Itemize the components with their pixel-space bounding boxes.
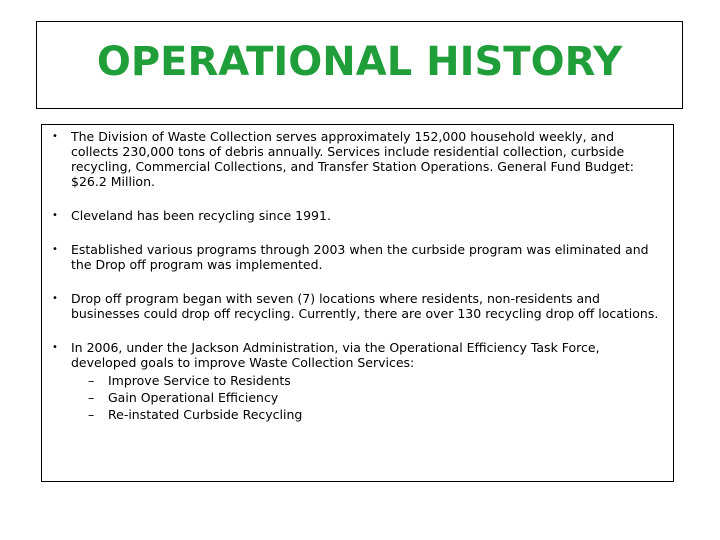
bullet-item-drop-off [42, 291, 673, 321]
bullet-marker: • [52, 342, 58, 353]
sub-item-text: Re-instated Curbside Recycling [108, 407, 303, 422]
bullet-marker: • [52, 131, 58, 142]
sub-item-improve-service [71, 372, 665, 389]
sub-bullet-marker: – [88, 390, 95, 405]
title-box [36, 21, 683, 109]
bullet-marker: • [52, 244, 58, 255]
sub-item-gain-efficiency [71, 389, 665, 406]
sub-item-curbside-recycling [71, 406, 665, 423]
bullet-text: In 2006, under the Jackson Administration, via the Operational Efficiency Task Force, developed goals to improve Waste Collection Services: [71, 340, 600, 370]
bullet-text: Cleveland has been recycling since 1991. [71, 208, 331, 223]
sub-bullet-marker: – [88, 373, 95, 388]
bullet-item-waste-collection [42, 129, 673, 189]
bullet-text: The Division of Waste Collection serves approximately 152,000 household weekly, and collects 230,000 tons of debris annually. Services include residential collection, curbside recycling, Commercial Collections, and Transfer Station Operations. General Fund Budget: $26.2 Million. [71, 129, 634, 189]
content-box [41, 124, 674, 482]
sub-item-text: Improve Service to Residents [108, 373, 291, 388]
bullet-list [42, 129, 673, 442]
bullet-marker: • [52, 210, 58, 221]
bullet-marker: • [52, 293, 58, 304]
bullet-item-recycling-since [42, 208, 673, 223]
bullet-text: Established various programs through 2003 when the curbside program was eliminated and the Drop off program was implemented. [71, 242, 649, 272]
sub-bullet-list [71, 372, 665, 423]
slide-title: OPERATIONAL HISTORY [96, 39, 623, 85]
sub-bullet-marker: – [88, 407, 95, 422]
bullet-item-goals-2006 [42, 340, 673, 423]
bullet-text: Drop off program began with seven (7) locations where residents, non-residents and businesses could drop off recycling. Currently, there are over 130 recycling drop off locations. [71, 291, 659, 321]
sub-item-text: Gain Operational Efficiency [108, 390, 279, 405]
bullet-item-programs [42, 242, 673, 272]
